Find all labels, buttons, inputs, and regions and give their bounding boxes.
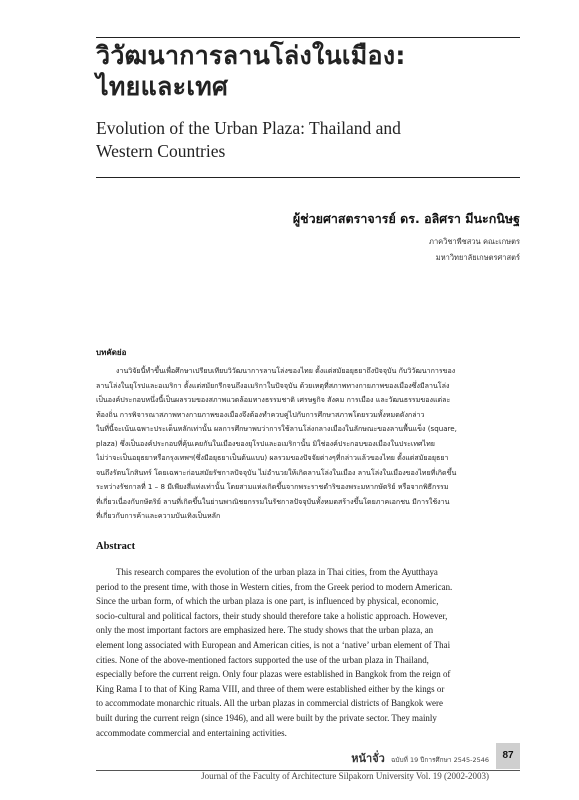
abstract-english-line: especially before the current reign. Only four plazas were established in Bangkok from the reign of: [96, 669, 451, 680]
abstract-thai-line: ลานโล่งในยุโรปและอเมริกา ตั้งแต่สมัยกรีกจนถึงอเมริกาในปัจจุบัน ด้วยเหตุที่สภาพทางกายภาพของเมืองซึ่งมีลานโล่ง: [96, 380, 450, 390]
abstract-english-line: period to the present time, with those in Western cities, from the Greek period to modern American.: [96, 581, 453, 592]
abstract-english-line: This research compares the evolution of the urban plaza in Thai cities, from the Ayutthaya: [116, 567, 438, 577]
abstract-english-line: accommodate commercial and entertaining activities.: [96, 727, 287, 738]
abstract-english-line: built during the current reign (since 1946), and all were built by the private sector. They mainly: [96, 712, 437, 723]
abstract-thai-line: ระหว่างรัชกาลที่ 1 – 8 มีเพียงสี่แห่งเท่านั้น โดยสามแห่งเกิดขึ้นจากพระราชดำริของพระมหากษัตริย์ หรือจากพิธีกรรม: [96, 482, 449, 492]
title-rule: [96, 177, 520, 178]
abstract-english-line: socio-cultural and political factors, their study should therefore take a holistic approach. However,: [96, 610, 448, 621]
abstract-thai-line: ที่เกี่ยวเนื่องกับกษัตริย์ ลานที่เกิดขึ้นในย่านพาณิชยกรรมในรัชกาลปัจจุบันทั้งหมดสร้างขึ้นโดยภาคเอกชน มีการใช้งาน: [96, 496, 450, 506]
abstract-english-body: [96, 565, 520, 740]
footer-journal-thai: [351, 749, 489, 767]
title-thai-line: วิวัฒนาการลานโล่งในเมือง:: [96, 41, 406, 70]
abstract-thai-heading: บทคัดย่อ: [96, 348, 127, 357]
abstract-thai-line: จนถึงรัตนโกสินทร์ โดยเฉพาะก่อนสมัยรัชกาลปัจจุบัน ไม่อำนวยให้เกิดลานโล่งในเมือง ลานโล่งในเมืองของไทยที่เกิดขึ้น: [96, 467, 457, 477]
footer-journal-brand: หน้าจั่ว: [351, 752, 385, 765]
abstract-english-line: King Rama I to that of King Rama VIII, and three of them were established either by the kings or: [96, 683, 445, 694]
abstract-english-line: element long associated with European and American cities, is not a ‘native’ urban element of Thai: [96, 639, 451, 650]
abstract-english-line: to accommodate monarchic rituals. All the urban plazas in commercial districts of Bangkok were: [96, 698, 443, 709]
abstract-thai-body: [96, 364, 520, 524]
author-name: ผู้ช่วยศาสตราจารย์ ดร. อลิศรา มีนะกนิษฐ: [292, 211, 520, 226]
abstract-thai-line: งานวิจัยนี้ทำขึ้นเพื่อศึกษาเปรียบเทียบวิวัฒนาการลานโล่งของไทย ตั้งแต่สมัยอยุธยาถึงปัจจุบัน กับวิวัฒนาการของ: [116, 366, 456, 375]
abstract-thai-line: ท้องถิ่น การพิจารณาสภาพทางกายภาพของเมืองจึงต้องทำควบคู่ไปกับการศึกษาสภาพโดยรวมทั้งหมดดังกล่าว: [96, 409, 425, 419]
abstract-thai-line: เป็นองค์ประกอบหนึ่งนี้เป็นผลรวมของสภาพแวดล้อมทางธรรมชาติ เศรษฐกิจ สังคม การเมือง และวัฒนธรรมของแต่ละ: [96, 395, 451, 405]
abstract-english-line: only the most important factors are emphasized here. The study shows that the urban plaza, an: [96, 625, 434, 636]
abstract-english-heading: Abstract: [96, 541, 136, 552]
top-rule: [96, 37, 520, 38]
abstract-english-line: Since the urban form, of which the urban plaza is one part, is influenced by physical, economic,: [96, 596, 439, 607]
abstract-thai-line: ในที่นี้จะเน้นเฉพาะประเด็นหลักเท่านั้น ผลการศึกษาพบว่าการใช้ลานโล่งกลางเมืองในลักษณะของลานพื้นแข็ง (square,: [96, 424, 457, 434]
abstract-english-line: cities. None of the above-mentioned factors supported the use of the urban plaza in Thailand,: [96, 654, 429, 665]
author-university: มหาวิทยาลัยเกษตรศาสตร์: [435, 253, 520, 262]
abstract-thai-line: ที่เกี่ยวกับการค้าและความบันเทิงเป็นหลัก: [96, 511, 221, 521]
title-thai: [96, 40, 526, 102]
title-thai-line: ไทยและเทศ: [96, 72, 229, 101]
footer-issue-thai: ฉบับที่ 19 ปีการศึกษา 2545-2546: [390, 756, 489, 764]
footer-journal-english: Journal of the Faculty of Architecture Silpakorn University Vol. 19 (2002-2003): [201, 771, 489, 781]
title-english: [96, 117, 526, 163]
title-english-line: Evolution of the Urban Plaza: Thailand and: [96, 118, 401, 138]
abstract-thai-line: ไม่ว่าจะเป็นอยุธยาหรือกรุงเทพฯ(ซึ่งมีอยุธยาเป็นต้นแบบ) ผลรวมของปัจจัยต่างๆที่กล่าวแล้วของไทย ตั้งแต่สมัยอยุธยา: [96, 453, 449, 463]
page-number: 87: [496, 743, 520, 769]
title-english-line: Western Countries: [96, 141, 226, 161]
author-department: ภาควิชาพืชสวน คณะเกษตร: [429, 237, 520, 246]
abstract-thai-line: plaza) ซึ่งเป็นองค์ประกอบที่คุ้นเคยกันในเมืองของยุโรปและอเมริกานั้น มิใช่องค์ประกอบของเมืองในประเทศไทย: [96, 438, 435, 448]
